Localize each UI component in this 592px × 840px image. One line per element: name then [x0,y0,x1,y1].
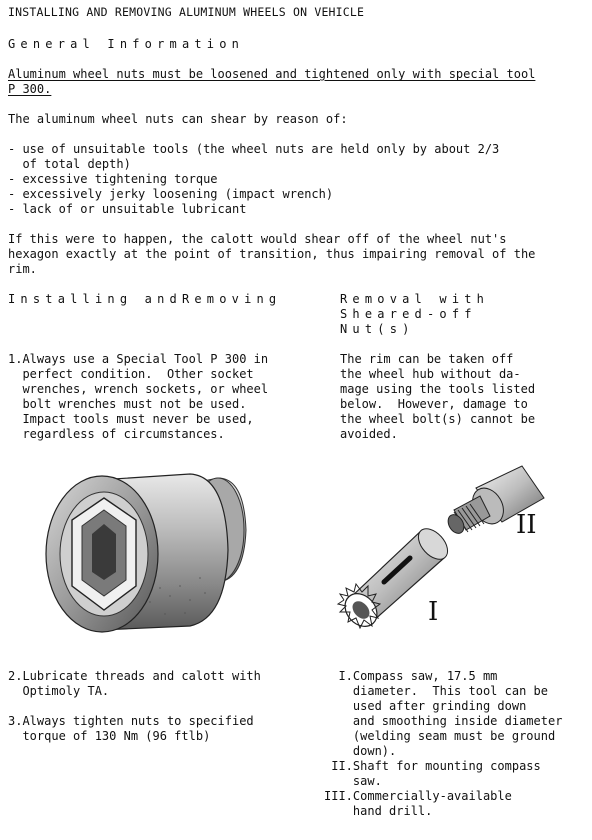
intro-text: The aluminum wheel nuts can shear by reason of: [8,112,348,126]
step2-line: Optimoly TA. [8,684,110,698]
warning-line-2: P 300. [8,82,52,96]
tools-line: and smoothing inside diameter [324,714,563,728]
label-saw-numeral: I [428,597,439,627]
step1-line: 1.Always use a Special Tool P 300 in [8,352,269,366]
step1-line: regardless of circumstances. [8,427,225,441]
consequence-line: rim. [8,262,37,276]
reason-line: of total depth) [8,157,131,171]
tools-line: diameter. This tool can be [324,684,548,698]
step1-line: perfect condition. Other socket [8,367,254,381]
reason-line: - lack of or unsuitable lubricant [8,202,247,216]
consequence-line: If this were to happen, the calott would shear off of the wheel nut's [8,232,507,246]
removal-para-line: The rim can be taken off [340,352,514,366]
heading-installing-removing: Installing andRemoving [8,292,282,306]
reason-line: - excessive tightening torque [8,172,218,186]
compass-saw-illustration [326,462,564,636]
removal-para-line: the wheel hub without da- [340,367,521,381]
consequence-line: hexagon exactly at the point of transition, thus impairing removal of the [8,247,536,261]
step1-line: Impact tools must never be used, [8,412,254,426]
heading-removal-line: Nut(s) [340,322,415,336]
removal-para-line: avoided. [340,427,398,441]
warning-line-1: Aluminum wheel nuts must be loosened and tightened only with special tool [8,67,536,81]
step1-line: bolt wrenches must not be used. [8,397,247,411]
tools-line: (welding seam must be ground [324,729,556,743]
step2-line: 2.Lubricate threads and calott with [8,669,261,683]
reason-line: - excessively jerky loosening (impact wrench) [8,187,334,201]
tools-line: used after grinding down [324,699,527,713]
label-shaft-numeral: II [516,510,537,540]
tools-line: III.Commercially-available [324,789,512,803]
removal-para-line: mage using the tools listed [340,382,536,396]
removal-para-line: below. However, damage to [340,397,528,411]
reason-line: - use of unsuitable tools (the wheel nuts are held only by about 2/3 [8,142,500,156]
step3-line: 3.Always tighten nuts to specified [8,714,254,728]
tools-line: hand drill. [324,804,433,818]
step3-line: torque of 130 Nm (96 ftlb) [8,729,211,743]
section-heading-general: General Information [8,37,245,51]
removal-para-line: the wheel bolt(s) cannot be [340,412,536,426]
step1-line: wrenches, wrench sockets, or wheel [8,382,269,396]
tools-line: saw. [324,774,382,788]
tools-line: II.Shaft for mounting compass [324,759,541,773]
socket-tool-illustration [40,468,252,636]
tools-line: down). [324,744,397,758]
tools-line: I.Compass saw, 17.5 mm [324,669,498,683]
page-title: INSTALLING AND REMOVING ALUMINUM WHEELS ON VEHICLE [8,5,365,19]
heading-removal-line: Sheared-off [340,307,477,321]
heading-removal-line: Removal with [340,292,490,306]
